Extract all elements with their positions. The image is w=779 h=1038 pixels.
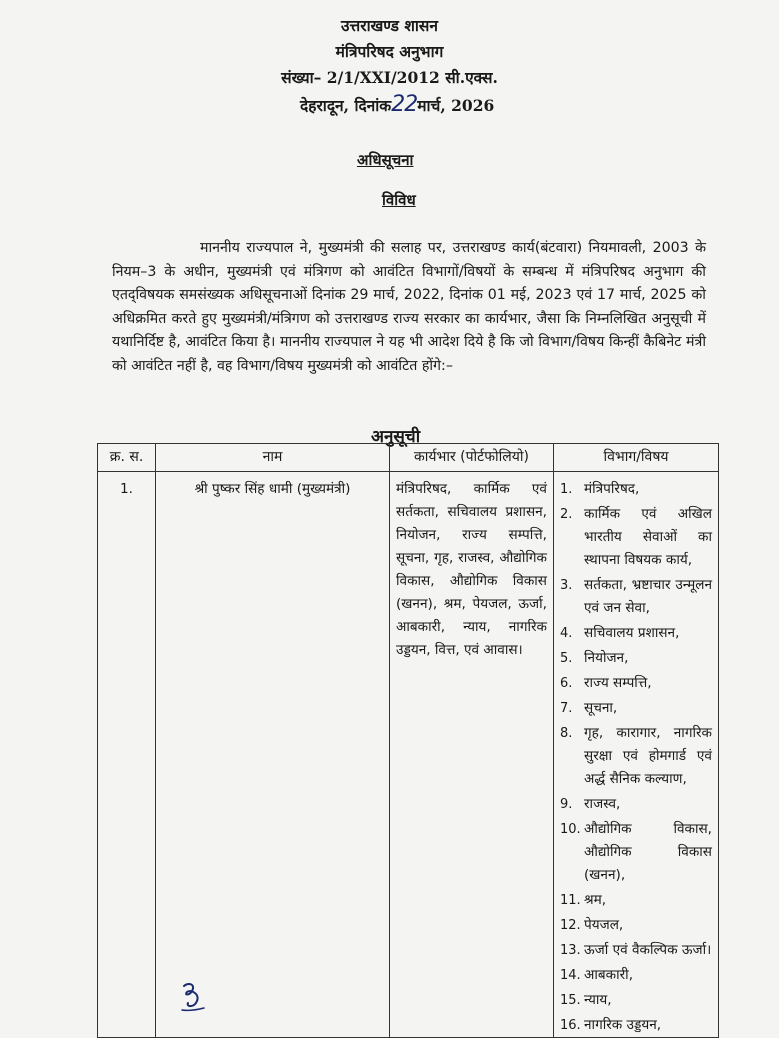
cell-name: श्री पुष्कर सिंह धामी (मुख्यमंत्री) [156,472,390,1038]
department-text: राज्य सम्पत्ति, [584,675,652,691]
department-text: नियोजन, [584,650,629,666]
header-name: नाम [156,444,390,472]
govt-name: उत्तराखण्ड शासन [341,16,438,35]
department-number: 13. [560,943,581,958]
department-item [560,622,712,645]
department-list [560,478,712,1037]
department-text: सूचना, [584,700,618,716]
department-text: श्रम, [584,892,607,908]
department-item [560,964,712,987]
body-paragraph [112,237,706,378]
department-number: 12. [560,918,581,933]
department-number: 4. [560,626,573,641]
department-text: गृह, कारागार, नागरिक सुरक्षा एवं होमगार्ड एवं अर्द्ध सैनिक कल्याण, [584,725,712,787]
department-item [560,722,712,791]
department-item [560,818,712,887]
department-number: 15. [560,993,581,1008]
department-text: न्याय, [584,992,612,1008]
notification-title: अधिसूचना [357,151,414,169]
department-item [560,672,712,695]
department-text: सचिवालय प्रशासन, [584,625,680,641]
department-number: 10. [560,822,581,837]
header-departments: विभाग/विषय [554,444,719,472]
department-number: 3. [560,578,573,593]
department-number: 7. [560,701,573,716]
signature-mark [178,980,208,1014]
department-item [560,478,712,501]
body-text: माननीय राज्यपाल ने, मुख्यमंत्री की सलाह पर, उत्तराखण्ड कार्य(बंटवारा) नियमावली, 2003 के नियम–3 के अधीन, मुख्यमंत्री एवं मंत्रिगण को आवंटित विभागों/विषयों के सम्बन्ध में मंत्रिपरिषद अनुभाग की एतद्‌विषयक समसंख्यक अधिसूचनाओं दिनांक 29 मार्च, 2022, दिनांक 01 मई, 2023 एवं 17 मार्च, 2025 को अधिक्रमित करते हुए मुख्यमंत्री/मंत्रिगण को उत्तराखण्ड राज्य सरकार का कार्यभार, जैसा कि निम्नलिखित अनुसूची में यथानिर्दिष्ट है, आवंटित किया है। माननीय राज्यपाल ने यह भी आदेश दिये है कि जो विभाग/विषय किन्हीं कैबिनेट मंत्री को आवंटित नहीं है, वह विभाग/विषय मुख्यमंत्री को आवंटित होंगे:– [112,240,706,374]
date-line [300,92,494,117]
subject-title: विविध [382,191,416,209]
department-name: मंत्रिपरिषद अनुभाग [335,42,444,61]
reference-number: संख्या– 2/1/XXI/2012 सी.एक्स. [281,68,498,87]
department-number: 1. [560,482,573,497]
department-item [560,989,712,1012]
department-number: 6. [560,676,573,691]
department-number: 16. [560,1018,581,1033]
department-text: मंत्रिपरिषद, [584,481,640,497]
department-item [560,697,712,720]
department-item [560,914,712,937]
table-row [98,472,719,1038]
department-number: 8. [560,726,573,741]
date-day: 22 [391,92,418,117]
department-text: नागरिक उड्डयन, [584,1017,662,1033]
department-number: 11. [560,893,581,908]
department-item [560,1014,712,1037]
department-number: 2. [560,507,573,522]
schedule-title: अनुसूची [371,427,421,447]
cell-serial: 1. [98,472,156,1038]
department-item [560,503,712,572]
department-item [560,939,712,962]
header-portfolio: कार्यभार (पोर्टफोलियो) [390,444,554,472]
department-text: कार्मिक एवं अखिल भारतीय सेवाओं का स्थापना विषयक कार्य, [584,506,712,568]
department-number: 14. [560,968,581,983]
date-prefix: देहरादून, दिनांक [300,96,392,115]
department-text: सर्तकता, भ्रष्टाचार उन्मूलन एवं जन सेवा, [584,577,712,616]
department-number: 9. [560,797,573,812]
department-text: औद्योगिक विकास, औद्योगिक विकास (खनन), [584,821,712,883]
department-item [560,574,712,620]
department-text: ऊर्जा एवं वैकल्पिक ऊर्जा। [584,942,712,958]
department-number: 5. [560,651,573,666]
cell-departments [554,472,719,1038]
table-header-row [98,444,719,472]
department-text: राजस्व, [584,796,621,812]
date-suffix: मार्च, 2026 [417,96,495,115]
header-serial: क्र. स. [98,444,156,472]
department-item [560,793,712,816]
department-text: आबकारी, [584,967,634,983]
allocation-table [97,443,719,1038]
department-item [560,647,712,670]
department-item [560,889,712,912]
cell-portfolio: मंत्रिपरिषद, कार्मिक एवं सर्तकता, सचिवालय प्रशासन, नियोजन, राज्य सम्पत्ति, सूचना, गृह, राजस्व, औद्योगिक विकास, औद्योगिक विकास (खनन), श्रम, पेयजल, ऊर्जा, आबकारी, न्याय, नागरिक उड्डयन, वित्त, एवं आवास। [390,472,554,1038]
department-text: पेयजल, [584,917,624,933]
